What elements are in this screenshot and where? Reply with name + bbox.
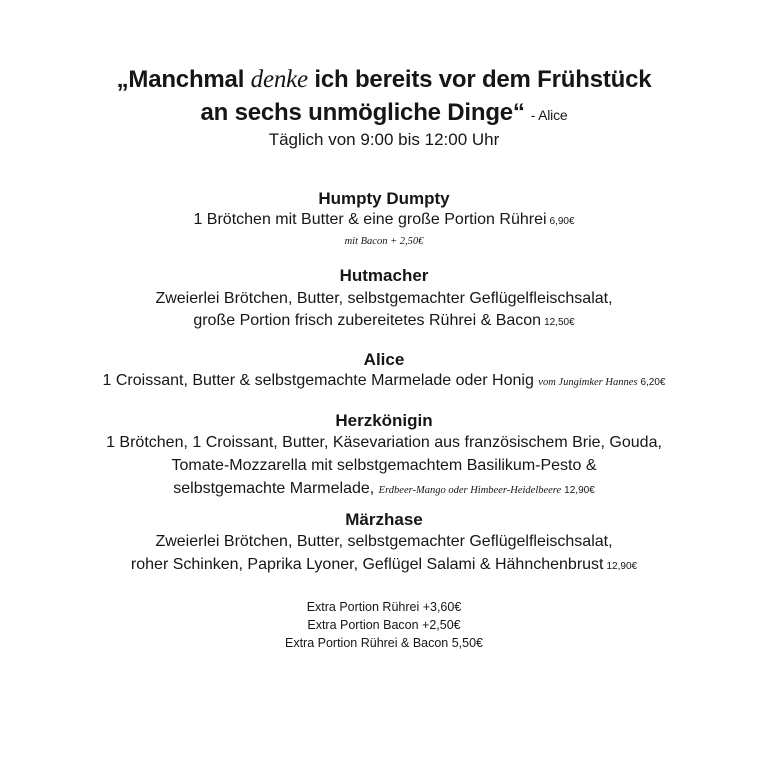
quote-text-end: ich bereits vor dem Frühstück <box>307 66 652 93</box>
item-price: 6,90€ <box>549 216 575 227</box>
item-description-humpty-dumpty <box>0 211 768 229</box>
item-description-herzkoenigin-line1: 1 Brötchen, 1 Croissant, Butter, Käsevariation aus französischem Brie, Gouda, <box>106 434 662 451</box>
item-addon-bacon: mit Bacon + 2,50€ <box>344 236 424 247</box>
opening-hours: Täglich von 9:00 bis 12:00 Uhr <box>268 130 500 149</box>
extra-item: Extra Portion Rührei & Bacon 5,50€ <box>284 636 484 650</box>
item-price: 12,90€ <box>564 485 595 496</box>
item-description-maerzhase-line1: Zweierlei Brötchen, Butter, selbstgemachter Geflügelfleischsalat, <box>155 533 613 550</box>
item-description-alice <box>0 372 768 390</box>
item-price: 12,90€ <box>606 561 638 572</box>
quote-line-2 <box>0 99 768 127</box>
quote-attribution: - Alice <box>530 107 568 123</box>
quote-italic-word: denke <box>250 66 308 93</box>
item-text: 1 Croissant, Butter & selbstgemachte Marmelade oder Honig <box>102 372 534 389</box>
quote-text-start: „Manchmal <box>116 66 251 93</box>
item-description-herzkoenigin-line2: Tomate-Mozzarella mit selbstgemachtem Basilikum-Pesto & <box>171 457 597 474</box>
item-price: 12,50€ <box>544 317 575 328</box>
item-description-maerzhase-line2 <box>0 556 768 574</box>
item-title-humpty-dumpty: Humpty Dumpty <box>318 189 450 208</box>
item-title-alice: Alice <box>363 350 405 369</box>
extra-item: Extra Portion Rührei +3,60€ <box>306 600 462 614</box>
item-title-hutmacher: Hutmacher <box>339 266 429 285</box>
item-text: selbstgemachte Marmelade, <box>173 480 375 497</box>
item-description-herzkoenigin-line3 <box>0 480 768 498</box>
item-title-maerzhase: Märzhase <box>345 510 423 529</box>
item-price: 6,20€ <box>640 377 666 388</box>
item-text: roher Schinken, Paprika Lyoner, Geflügel Salami & Hähnchenbrust <box>130 556 604 573</box>
item-note: vom Jungimker Hannes <box>538 377 638 388</box>
item-description-hutmacher-line1: Zweierlei Brötchen, Butter, selbstgemachter Geflügelfleischsalat, <box>155 290 613 307</box>
item-note: Erdbeer-Mango oder Himbeer-Heidelbeere <box>378 485 562 496</box>
item-title-herzkoenigin: Herzkönigin <box>335 411 433 430</box>
item-text: 1 Brötchen mit Butter & eine große Portion Rührei <box>193 211 547 228</box>
item-text: große Portion frisch zubereitetes Rührei & Bacon <box>193 312 542 329</box>
quote-line-1 <box>0 66 768 94</box>
quote-text-line2: an sechs unmögliche Dinge“ <box>200 99 525 126</box>
item-description-hutmacher-line2 <box>0 312 768 330</box>
extra-item: Extra Portion Bacon +2,50€ <box>307 618 461 632</box>
